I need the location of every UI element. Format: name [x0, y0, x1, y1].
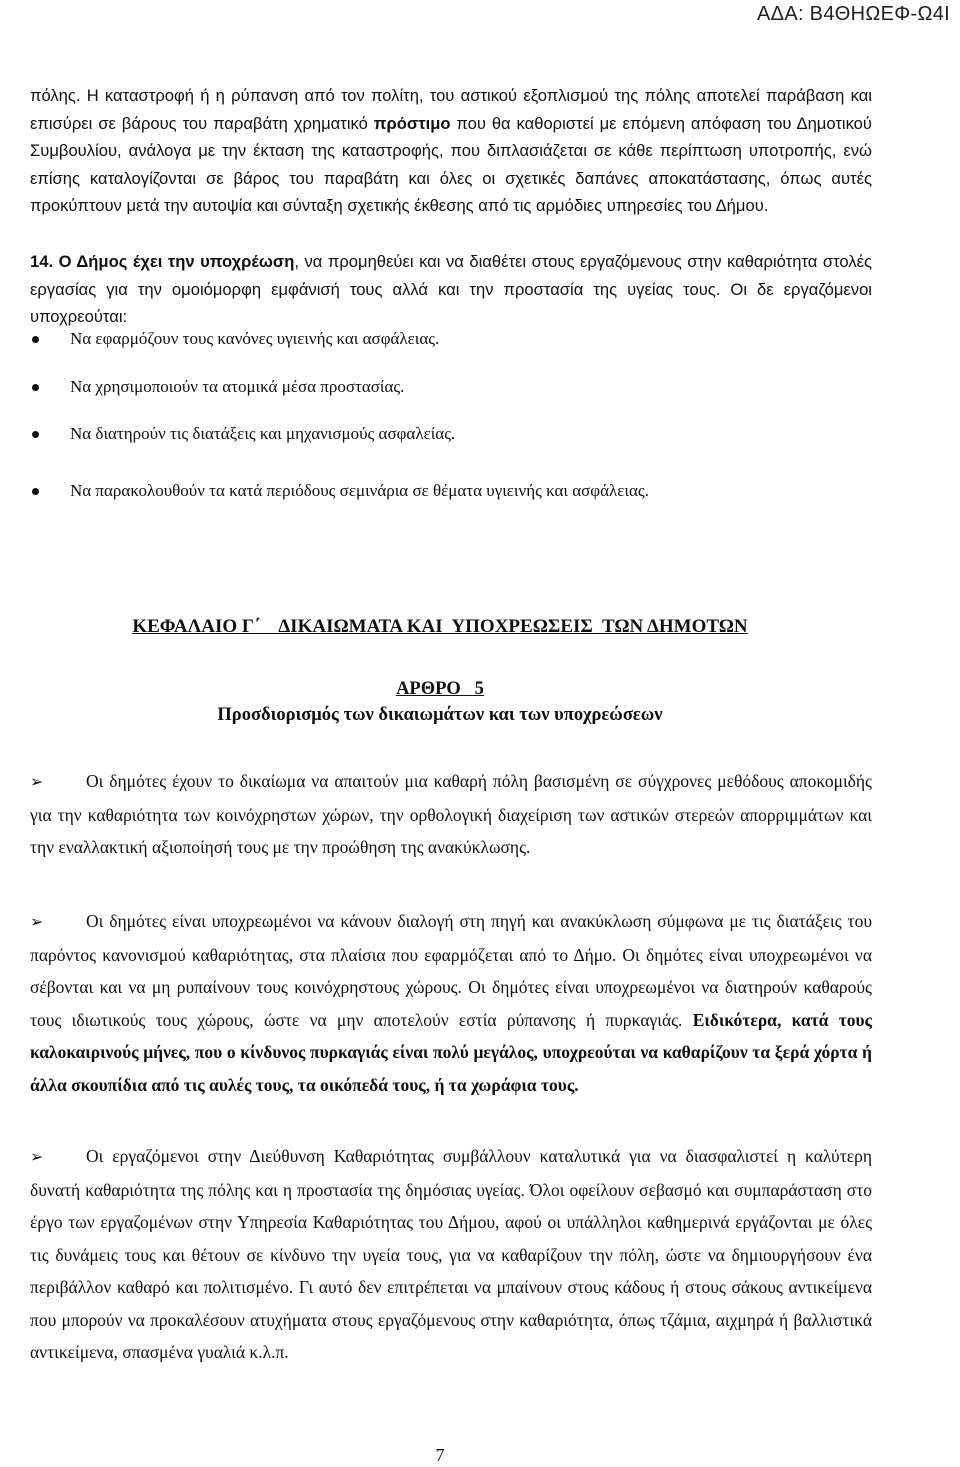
bullet-text: Να παρακολουθούν τα κατά περιόδους σεμινάρια σε θέματα υγιεινής και ασφάλειας. [70, 481, 649, 500]
para1-text-a: πόλης. Η καταστροφή ή η ρύπανση από τον πολίτη, του αστικού εξοπλισμού της πόλης αποτελεί παράβαση και επισύρει σε βάρους του παραβάτη χρηματικό [30, 86, 872, 133]
arrow-paragraph-bold: Ειδικότερα, κατά τους καλοκαιρινούς μήνες, που ο κίνδυνος πυρκαγιάς είναι πολύ μεγάλος, υποχρεούται να καθαρίζουν τα ξερά χόρτα ή άλλα σκουπίδια από τις αυλές τους, τα οικόπεδά τους, ή τα χωράφια τους. [30, 1009, 872, 1095]
bullet-item [30, 329, 439, 349]
article-number: ΑΡΘΡΟ 5 [396, 679, 484, 699]
page-number: 7 [435, 1445, 445, 1465]
arrow-paragraph [30, 1140, 872, 1369]
arrow-paragraph [30, 765, 872, 864]
paragraph-14 [30, 248, 872, 331]
para2-bold: 14. Ο Δήμος έχει την υποχρέωση [30, 252, 295, 271]
bullet-item [30, 377, 404, 397]
arrow-paragraph-text: Οι εργαζόμενοι στην Διεύθυνση Καθαριότητας συμβάλλουν καταλυτικά για να διασφαλιστεί η καλύτερη δυνατή καθαριότητα της πόλης και η προστασία της δημόσιας υγείας. Όλοι οφείλουν σεβασμό και συμπαράσταση στο έργο των εργαζομένων στην Υπηρεσία Καθαριότητας του Δήμου, αφού οι υπάλληλοι καθημερινά εργάζονται με όλες τις δυνάμεις τους και θέτουν σε κίνδυνο την υγεία τους, για να καθαρίζουν την πόλη, ώστε να δημιουργήσουν ένα περιβάλλον καθαρό και πολιτισμένο. Γι αυτό δεν επιτρέπεται να μπαίνουν στους κάδους ή στους σάκους αντικείμενα που μπορούν να προκαλέσουν ατυχήματα στους εργαζόμενους στην καθαριότητα, όπως τζάμια, αιχμηρά ή βαλλιστικά αντικείμενα, σπασμένα γυαλιά κ.λ.π. [30, 1146, 872, 1362]
bullet-dot-icon [32, 431, 39, 438]
arrow-bullet-icon: ➢ [30, 1147, 44, 1166]
ada-code: ΑΔΑ: Β4ΘΗΩΕΦ-Ω4Ι [757, 3, 950, 25]
para2-text: , να προμηθεύει και να διαθέτει στους εργαζόμενους στην καθαριότητα στολές εργασίας για την ομοιόμορφη εμφάνισή τους αλλά και την προστασία της υγείας τους. Οι δε εργαζόμενοι υποχρεούται: [30, 252, 873, 326]
bullet-text: Να εφαρμόζουν τους κανόνες υγιεινής και ασφάλειας. [70, 329, 440, 348]
bullet-item [30, 481, 649, 501]
paragraph-penalty [30, 82, 872, 220]
bullet-item [30, 424, 455, 444]
para1-text-b: που θα καθοριστεί με επόμενη απόφαση του Δημοτικού Συμβουλίου, ανάλογα με την έκταση της καταστροφής, που διπλασιάζεται σε κάθε περίπτωση υποτροπής, ενώ επίσης καταλογίζονται σε βάρος του παραβάτη και όλες οι σχετικές δαπάνες αποκατάστασης, όπως αυτές προκύπτουν μετά την αυτοψία και σύνταξη σχετικής έκθεσης από τις αρμόδιες υπηρεσίες του Δήμου. [30, 113, 872, 215]
bullet-text: Να διατηρούν τις διατάξεις και μηχανισμούς ασφαλείας. [70, 424, 456, 443]
arrow-paragraph-text: Οι δημότες είναι υποχρεωμένοι να κάνουν διαλογή στη πηγή και ανακύκλωση σύμφωνα με τις διατάξεις του παρόντος κανονισμού καθαριότητας, στα πλαίσια που εφαρμόζεται από το Δήμο. Οι δημότες είναι υποχρεωμένοι να σέβονται και να μη ρυπαίνουν τους κοινόχρηστους χώρους. Οι δημότες είναι υποχρεωμένοι να διατηρούν καθαρούς τους ιδιωτικούς τους χώρους, ώστε να μην αποτελούν εστία ρύπανσης ή πυρκαγιάς. [30, 911, 872, 1030]
arrow-paragraph-text: Οι δημότες έχουν το δικαίωμα να απαιτούν μια καθαρή πόλη βασισμένη σε σύγχρονες μεθόδους αποκομιδής για την καθαριότητα των κοινόχρηστων χώρων, την ορθολογική διαχείριση των αστικών στερεών απορριμμάτων και την εναλλακτική αξιοποίησή τους με την προώθηση της ανακύκλωσης. [30, 771, 872, 857]
chapter-heading: ΚΕΦΑΛΑΙΟ Γ΄ ΔΙΚΑΙΩΜΑΤΑ ΚΑΙ ΥΠΟΧΡΕΩΣΕΙΣ ΤΩΝ ΔΗΜΟΤΩΝ [132, 616, 748, 637]
bullet-dot-icon [32, 488, 39, 495]
arrow-bullet-icon: ➢ [30, 772, 44, 791]
arrow-paragraph [30, 905, 872, 1101]
bullet-text: Να χρησιμοποιούν τα ατομικά μέσα προστασίας. [70, 377, 405, 396]
bullet-dot-icon [32, 384, 39, 391]
article-title: Προσδιορισμός των δικαιωμάτων και των υποχρεώσεων [217, 705, 663, 725]
bullet-dot-icon [32, 336, 39, 343]
para1-bold: πρόστιμο [373, 113, 451, 133]
arrow-bullet-icon: ➢ [30, 912, 44, 931]
